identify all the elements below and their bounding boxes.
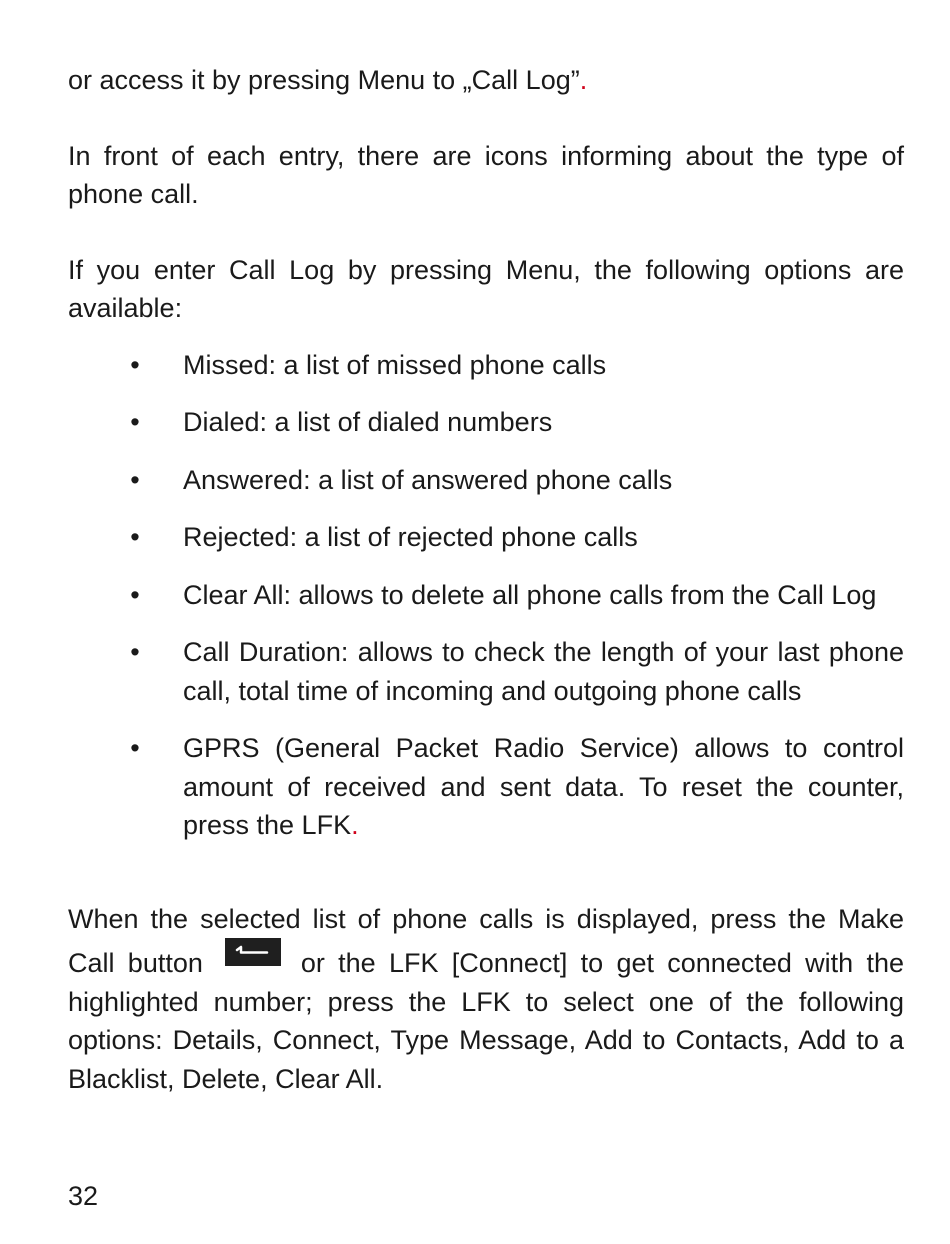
bullet-icon: • bbox=[130, 637, 140, 667]
list-item-dialed bbox=[68, 403, 904, 442]
intro-line-red-dot: . bbox=[579, 65, 588, 95]
bullet-icon: • bbox=[130, 407, 140, 437]
list-item-text: Answered: a list of answered phone calls bbox=[183, 464, 673, 495]
bullet-icon: • bbox=[130, 349, 140, 380]
call-log-options-list bbox=[68, 346, 904, 845]
list-item-text: GPRS (General Packet Radio Service) allows to control amount of received and sent data. To reset the counter, press the LFK bbox=[183, 733, 904, 840]
list-item-text: Call Duration: allows to check the length of your last phone call, total time of incoming and outgoing phone calls bbox=[183, 637, 904, 706]
icons-paragraph: In front of each entry, there are icons informing about the type of phone call. bbox=[68, 140, 904, 209]
list-item-clear-all bbox=[68, 576, 904, 615]
page-number: 32 bbox=[68, 1181, 99, 1211]
make-call-key-icon bbox=[225, 938, 281, 966]
list-item-gprs bbox=[68, 729, 904, 845]
bullet-icon: • bbox=[130, 522, 140, 552]
list-item-text: Missed: a list of missed phone calls bbox=[183, 349, 607, 380]
list-item-call-duration bbox=[68, 633, 904, 710]
manual-page bbox=[68, 61, 904, 1098]
make-call-text-before: When the selected list of phone calls is displayed, press the Make Call button bbox=[68, 903, 904, 978]
list-item-red-dot: . bbox=[351, 810, 359, 840]
bullet-icon: • bbox=[130, 579, 140, 610]
intro-line-text: or access it by pressing Menu to „Call Log” bbox=[68, 65, 580, 95]
list-item-missed bbox=[68, 346, 904, 385]
make-call-text-after: or the LFK [Connect] to get connected with the highlighted number; press the LFK to select one of the following options: Details, Connect, Type Message, Add to Contacts, Add to a Blacklist, Delete, Clear All. bbox=[68, 948, 904, 1094]
list-item-text: Rejected: a list of rejected phone calls bbox=[183, 522, 638, 552]
list-item-text: Dialed: a list of dialed numbers bbox=[183, 407, 553, 437]
make-call-paragraph bbox=[68, 900, 904, 1099]
list-item-answered bbox=[68, 461, 904, 500]
options-intro-paragraph: If you enter Call Log by pressing Menu, the following options are available: bbox=[68, 254, 904, 323]
intro-line bbox=[68, 61, 904, 100]
bullet-icon: • bbox=[130, 464, 140, 495]
list-item-text: Clear All: allows to delete all phone calls from the Call Log bbox=[183, 579, 877, 610]
bullet-icon: • bbox=[130, 733, 140, 763]
list-item-rejected bbox=[68, 518, 904, 557]
